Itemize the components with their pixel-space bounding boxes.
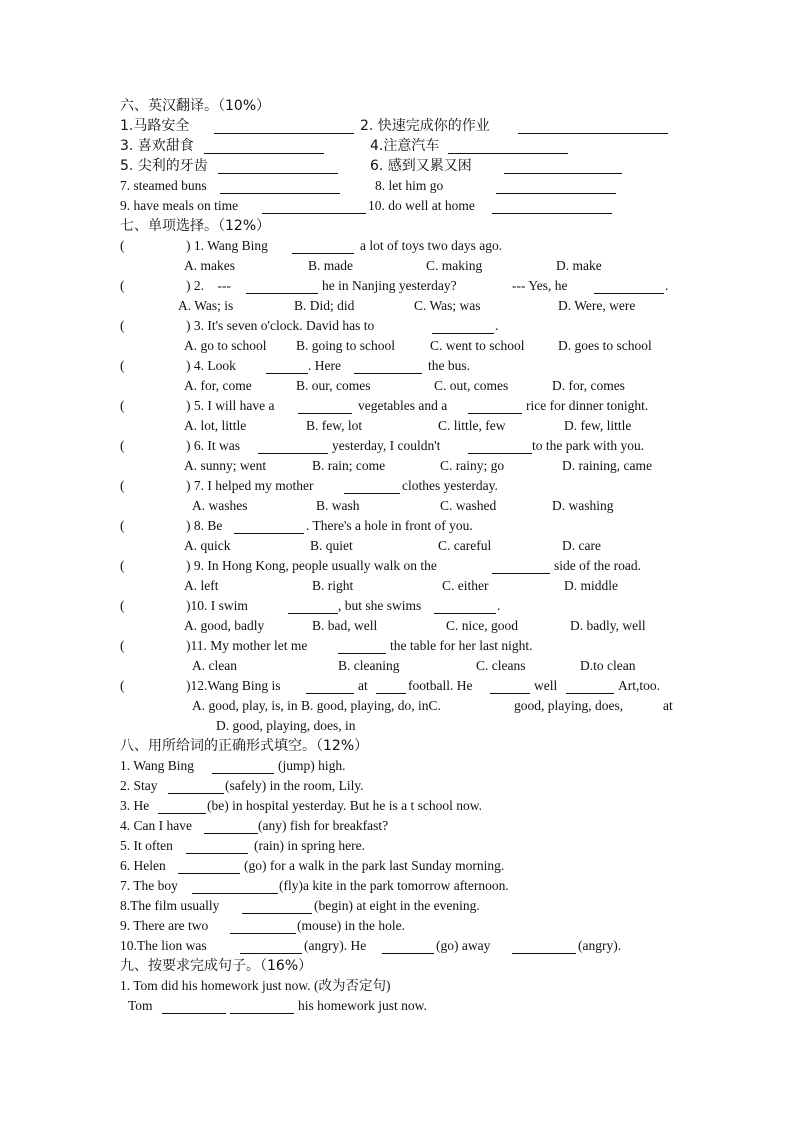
answer-blank[interactable]	[306, 679, 354, 694]
answer-blank[interactable]	[468, 439, 532, 454]
translation-row-4: 7. steamed buns 8. let him go	[120, 176, 680, 196]
question-8-options: A. quick B. quiet C. careful D. care	[184, 538, 601, 553]
answer-blank[interactable]	[204, 139, 324, 154]
question-6-options: A. sunny; went B. rain; come C. rainy; go D. raining, came	[184, 458, 652, 473]
answer-blank[interactable]	[262, 199, 366, 214]
answer-blank[interactable]	[168, 779, 224, 794]
answer-blank[interactable]	[158, 799, 206, 814]
question-12: ( )12.Wang Bing is at football. He well Art,too.	[120, 678, 660, 693]
section-8-title: 八、用所给词的正确形式填空。（12%）	[120, 738, 369, 754]
answer-blank[interactable]	[448, 139, 568, 154]
answer-blank[interactable]	[292, 239, 354, 254]
fill-line-2: 2. Stay (safely) in the room, Lily.	[120, 778, 364, 793]
fill-line-7: 7. The boy (fly)a kite in the park tomorrow afternoon.	[120, 878, 509, 893]
section-9-title: 九、按要求完成句子。（16%）	[120, 958, 313, 974]
answer-blank[interactable]	[594, 279, 664, 294]
question-1-options: A. makes B. made C. making D. make	[184, 258, 602, 273]
answer-blank[interactable]	[496, 179, 616, 194]
question-10-options: A. good, badly B. bad, well C. nice, good D. badly, well	[184, 618, 646, 633]
answer-blank[interactable]	[220, 179, 340, 194]
question-6: ( ) 6. It was yesterday, I couldn't to the park with you.	[120, 438, 645, 453]
question-8: ( ) 8. Be . There's a hole in front of you.	[120, 518, 473, 533]
answer-blank[interactable]	[230, 919, 296, 934]
question-2: ( ) 2. --- he in Nanjing yesterday? --- Yes, he .	[120, 278, 669, 293]
fill-line-1: 1. Wang Bing (jump) high.	[120, 758, 346, 773]
question-7-options: A. washes B. wash C. washed D. washing	[192, 498, 614, 513]
question-11-options: A. clean B. cleaning C. cleans D.to clean	[192, 658, 636, 673]
answer-blank[interactable]	[490, 679, 530, 694]
sentence-1-answer: Tom his homework just now.	[128, 998, 427, 1013]
question-5: ( ) 5. I will have a vegetables and a rice for dinner tonight.	[120, 398, 649, 413]
section-7-title: 七、单项选择。（12%）	[120, 218, 271, 234]
answer-blank[interactable]	[338, 639, 386, 654]
question-4-options: A. for, come B. our, comes C. out, comes D. for, comes	[184, 378, 625, 393]
question-3-options: A. go to school B. going to school C. went to school D. goes to school	[184, 338, 652, 353]
answer-blank[interactable]	[434, 599, 496, 614]
question-12-option-d: D. good, playing, does, in	[216, 718, 356, 733]
question-9: ( ) 9. In Hong Kong, people usually walk on the side of the road.	[120, 558, 641, 573]
question-11: ( )11. My mother let me the table for her last night.	[120, 638, 533, 653]
translation-row-5: 9. have meals on time 10. do well at home	[120, 196, 680, 216]
question-9-options: A. left B. right C. either D. middle	[184, 578, 618, 593]
question-2-options: A. Was; is B. Did; did C. Was; was D. Were, were	[178, 298, 636, 313]
answer-blank[interactable]	[230, 999, 294, 1014]
fill-line-4: 4. Can I have (any) fish for breakfast?	[120, 818, 389, 833]
answer-blank[interactable]	[382, 939, 434, 954]
answer-blank[interactable]	[204, 819, 258, 834]
section-6-title: 六、英汉翻译。（10%）	[120, 98, 271, 114]
fill-line-10: 10.The lion was (angry). He (go) away (angry).	[120, 938, 622, 953]
answer-blank[interactable]	[354, 359, 422, 374]
fill-line-5: 5. It often (rain) in spring here.	[120, 838, 365, 853]
question-5-options: A. lot, little B. few, lot C. little, few D. few, little	[184, 418, 632, 433]
answer-blank[interactable]	[266, 359, 308, 374]
answer-blank[interactable]	[288, 599, 338, 614]
answer-blank[interactable]	[492, 559, 550, 574]
answer-blank[interactable]	[242, 899, 312, 914]
answer-blank[interactable]	[234, 519, 304, 534]
answer-blank[interactable]	[214, 119, 354, 134]
question-4: ( ) 4. Look . Here the bus.	[120, 358, 470, 373]
fill-line-3: 3. He (be) in hospital yesterday. But he is a t school now.	[120, 798, 482, 813]
translation-row-2: 3. 喜欢甜食 4.注意汽车	[120, 136, 680, 156]
fill-line-9: 9. There are two (mouse) in the hole.	[120, 918, 405, 933]
answer-blank[interactable]	[492, 199, 612, 214]
answer-blank[interactable]	[246, 279, 318, 294]
answer-blank[interactable]	[192, 879, 278, 894]
answer-blank[interactable]	[512, 939, 576, 954]
fill-line-8: 8.The film usually (begin) at eight in the evening.	[120, 898, 480, 913]
question-10: ( )10. I swim , but she swims .	[120, 598, 501, 613]
answer-blank[interactable]	[468, 399, 522, 414]
question-1: ( ) 1. Wang Bing a lot of toys two days ago.	[120, 238, 503, 253]
answer-blank[interactable]	[504, 159, 622, 174]
answer-blank[interactable]	[240, 939, 302, 954]
translation-row-1: 1.马路安全 2. 快速完成你的作业	[120, 116, 680, 136]
question-7: ( ) 7. I helped my mother clothes yesterday.	[120, 478, 498, 493]
question-12-options: A. good, play, is, in B. good, playing, do, inC. good, playing, does, at	[192, 698, 673, 713]
answer-blank[interactable]	[566, 679, 614, 694]
answer-blank[interactable]	[376, 679, 406, 694]
translation-row-3: 5. 尖利的牙齿 6. 感到又累又困	[120, 156, 680, 176]
answer-blank[interactable]	[298, 399, 352, 414]
answer-blank[interactable]	[218, 159, 338, 174]
answer-blank[interactable]	[518, 119, 668, 134]
answer-blank[interactable]	[432, 319, 494, 334]
answer-blank[interactable]	[162, 999, 226, 1014]
sentence-1-prompt: 1. Tom did his homework just now. (改为否定句)	[120, 978, 391, 993]
answer-blank[interactable]	[344, 479, 400, 494]
question-3: ( ) 3. It's seven o'clock. David has to .	[120, 318, 499, 333]
answer-blank[interactable]	[178, 859, 240, 874]
fill-line-6: 6. Helen (go) for a walk in the park last Sunday morning.	[120, 858, 505, 873]
answer-blank[interactable]	[258, 439, 328, 454]
answer-blank[interactable]	[186, 839, 248, 854]
answer-blank[interactable]	[212, 759, 274, 774]
